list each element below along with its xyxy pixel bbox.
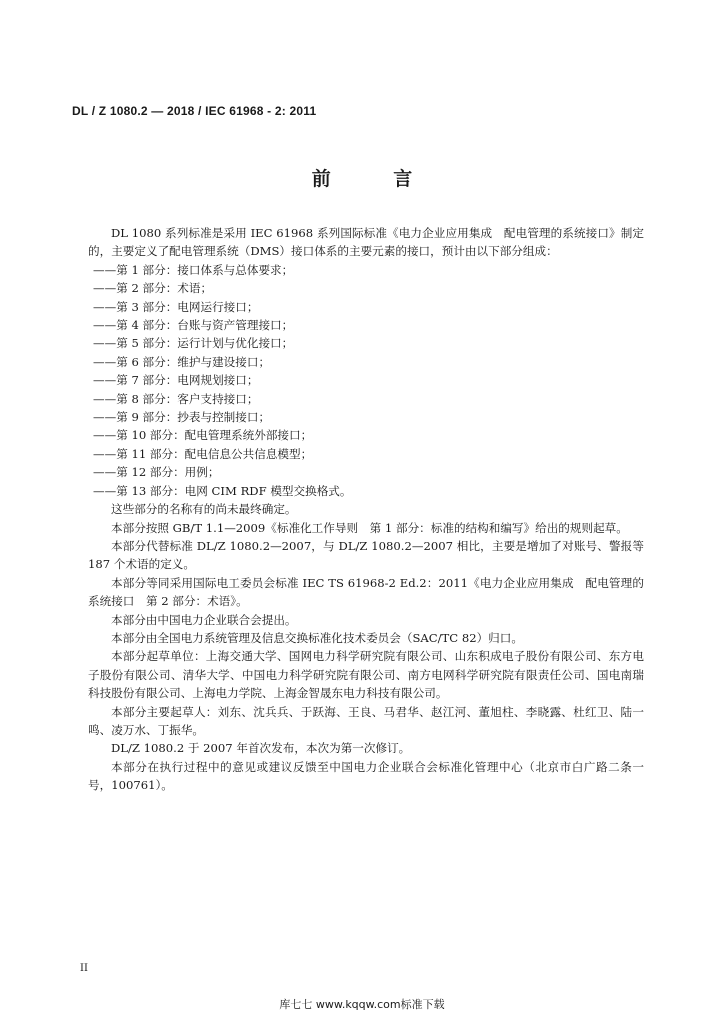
- paragraph: 本部分主要起草人：刘东、沈兵兵、于跃海、王良、马君华、赵江河、董旭柱、李晓露、杜红卫、陆一鸣、凌万水、丁振华。: [88, 704, 644, 737]
- paragraph: 本部分按照 GB/T 1.1—2009《标准化工作导则 第 1 部分：标准的结构和编写》给出的规则起草。: [111, 520, 628, 535]
- list-item: ——第 9 部分：抄表与控制接口；: [93, 410, 271, 425]
- paragraph: 这些部分的名称有的尚未最终确定。: [111, 502, 297, 517]
- list-item: ——第 11 部分：配电信息公共信息模型；: [93, 446, 313, 461]
- list-item: ——第 4 部分：台账与资产管理接口；: [93, 318, 294, 333]
- page-title: [0, 164, 724, 191]
- paragraph: 本部分起草单位：上海交通大学、国网电力科学研究院有限公司、山东积成电子股份有限公司、东方电子股份有限公司、清华大学、中国电力科学研究院有限公司、南方电网科学研究院有限责任公司、国电南瑞科技股份有限公司、上海电力学院、上海金智晟东电力科技有限公司。: [88, 649, 644, 701]
- list-item: ——第 12 部分：用例；: [93, 465, 220, 480]
- list-item: ——第 8 部分：客户支持接口；: [93, 391, 259, 406]
- paragraph: 本部分由全国电力系统管理及信息交换标准化技术委员会（SAC/TC 82）归口。: [111, 630, 523, 645]
- list-item: ——第 1 部分：接口体系与总体要求；: [93, 262, 294, 277]
- paragraph: 本部分等同采用国际电工委员会标准 IEC TS 61968-2 Ed.2：2011《电力企业应用集成 配电管理的系统接口 第 2 部分：术语》。: [88, 575, 644, 609]
- paragraph: 本部分由中国电力企业联合会提出。: [111, 612, 297, 627]
- list-item: ——第 2 部分：术语；: [93, 281, 213, 296]
- list-item: ——第 5 部分：运行计划与优化接口；: [93, 336, 294, 351]
- list-item: ——第 3 部分：电网运行接口；: [93, 299, 259, 314]
- paragraph: 本部分在执行过程中的意见或建议反馈至中国电力企业联合会标准化管理中心（北京市白广路二条一号，100761）。: [88, 759, 644, 793]
- foreword-body: [88, 224, 644, 795]
- list-item: ——第 6 部分：维护与建设接口；: [93, 354, 271, 369]
- watermark-footer: 库七七 www.kqqw.com标准下载: [279, 998, 445, 1011]
- paragraph: DL/Z 1080.2 于 2007 年首次发布，本次为第一次修订。: [111, 741, 411, 756]
- parts-list: [88, 261, 644, 500]
- page-number: II: [80, 963, 88, 974]
- list-item: ——第 7 部分：电网规划接口；: [93, 373, 259, 388]
- list-item: ——第 13 部分：电网 CIM RDF 模型交换格式。: [93, 483, 352, 498]
- list-item: ——第 10 部分：配电管理系统外部接口；: [93, 428, 313, 443]
- paragraph: 本部分代替标准 DL/Z 1080.2—2007，与 DL/Z 1080.2—2007 相比，主要是增加了对账号、警报等 187 个术语的定义。: [88, 538, 644, 572]
- intro-paragraph: DL 1080 系列标准是采用 IEC 61968 系列国际标准《电力企业应用集成 配电管理的系统接口》制定的，主要定义了配电管理系统（DMS）接口体系的主要元素的接口，预计由以下部分组成：: [88, 226, 644, 259]
- standard-number-header: DL / Z 1080.2 — 2018 / IEC 61968 - 2: 2011: [72, 104, 317, 118]
- title-text: 前 言: [311, 168, 441, 190]
